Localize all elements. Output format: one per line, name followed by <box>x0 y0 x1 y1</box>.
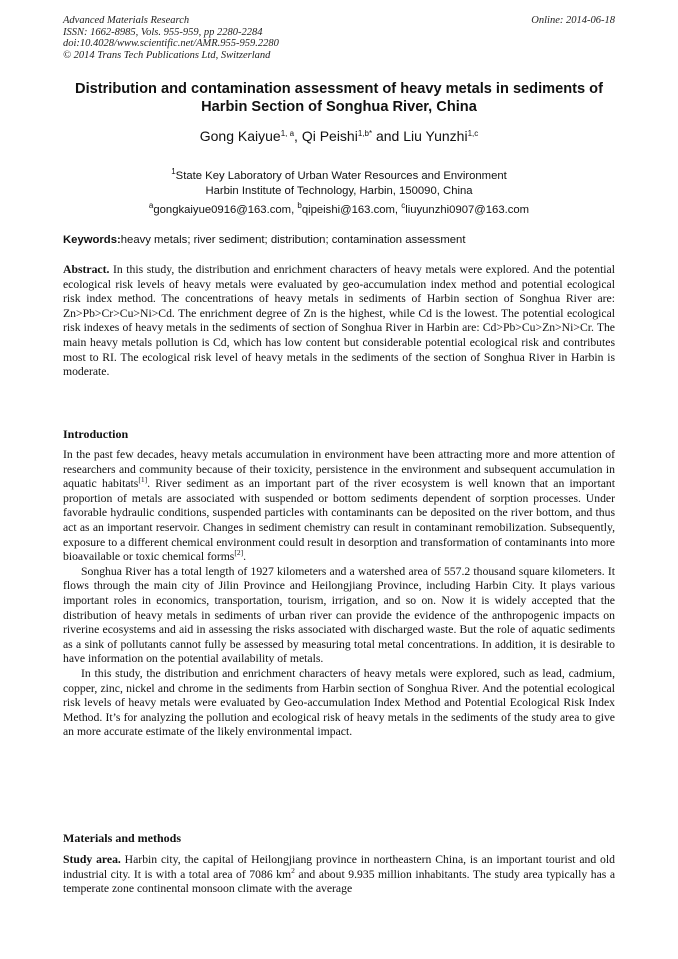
journal-name: Advanced Materials Research <box>63 15 190 26</box>
copyright-line: © 2014 Trans Tech Publications Ltd, Switzerland <box>63 49 271 61</box>
abstract-label: Abstract. <box>63 263 110 276</box>
superscript: 2 <box>291 865 295 875</box>
author-affil-sup: 1,c <box>467 129 479 138</box>
keywords <box>63 234 615 246</box>
paragraph <box>63 448 615 565</box>
affil-line-1: State Key Laboratory of Urban Water Resources and Environment <box>175 170 507 182</box>
subsection-label: Study area. <box>63 853 121 866</box>
author-separator: and <box>375 128 404 144</box>
paragraph-text: . <box>243 550 247 564</box>
author-name: Gong Kaiyue <box>199 128 281 144</box>
paragraph: In this study, the distribution and enrichment characters of heavy metals were explored, such as lead, cadmium, copper, zinc, nickel and chrome in the sediments from Harbin section of Songhua River. And the potential ecological risk levels of heavy metals were evaluated by Geo-accumulation Index Method and Potential Ecological Risk Index Method. It’s for analyzing the pollution and ecological risk of heavy metals in the sediments of the study area to give an more accurate estimate of the likely environmental impact. <box>63 666 615 739</box>
email-link[interactable]: gongkaiyue0916@163.com, <box>153 204 298 216</box>
paper-title: Distribution and contamination assessment of heavy metals in sediments of Harbin Section of Songhua River, China <box>75 81 603 115</box>
author-list <box>63 128 615 144</box>
email-link[interactable]: liuyunzhi0907@163.com <box>405 204 530 216</box>
email-sup: a <box>148 201 154 210</box>
author-name: Qi Peishi <box>301 128 358 144</box>
section-heading-introduction: Introduction <box>63 427 129 441</box>
paragraph-text: In the past few decades, heavy metals accumulation in environment have been attracting more and more attention of researchers and community because of their toxicity, persistence in the environment and subsequent accumulation in aquatic habitats <box>63 448 615 491</box>
issn-line: ISSN: 1662-8985, Vols. 955-959, pp 2280-2284 <box>63 26 263 38</box>
author-affil-sup: 1,b* <box>357 129 373 138</box>
section-heading-methods: Materials and methods <box>63 831 181 845</box>
abstract <box>63 263 615 380</box>
author-separator: , <box>294 128 302 144</box>
methods-body <box>63 853 615 897</box>
email-sup: c <box>401 201 406 210</box>
citation[interactable]: [1] <box>138 475 148 485</box>
keywords-text: heavy metals; river sediment; distribution; contamination assessment <box>120 234 466 246</box>
paragraph-text: . River sediment as an important part of the river ecosystem is well known that an important proportion of metals are associated with suspended or bottom sediments dependent of sorption processes. Under favorable hydraulic conditions, suspended particles with contaminants can be deposited on the river bottom, and thus act as an important reservoir. Changes in sediment chemistry can result in contaminant remobilization. Subsequently, exposure to a different chemical environment could result in desorption and transformation of contaminants into more bioavailable or toxic chemical forms <box>63 477 615 564</box>
affiliation <box>63 164 615 199</box>
paragraph: Songhua River has a total length of 1927 kilometers and a watershed area of 557.2 thousand square kilometers. It flows through the main city of Jilin Province and Heilongjiang Province, including Harbin City. It plays various important roles in economics, transportation, tourism, irrigation, and so on. Now it is widely accepted that the distribution of heavy metals in sediments of urban river can provide the evidence of the anthropogenic impacts on riverine ecosystems and aid in assessing the risks associated with discharged waste. But the role of aquatic sediments as a sink of pollutants cannot fully be assessed by measuring total metal concentrations. In addition, it is desirable to have information on the potential availability of metals. <box>63 564 615 666</box>
journal-header <box>63 15 279 61</box>
online-date: Online: 2014-06-18 <box>531 15 615 26</box>
abstract-text: In this study, the distribution and enrichment characters of heavy metals were explored. And the potential ecological risk levels of heavy metals were evaluated by geo-accumulation index method and potential ecological risk index method. The concentrations of heavy metals in sediments of Harbin section of Songhua River are: Zn>Pb>Cr>Cu>Ni>Cd. The enrichment degree of Zn is the highest, while Cd is the lowest. The potential ecological risk indexes of heavy metals in the sediments of section of Songhua River in Harbin are: Cd>Pb>Cu>Zn>Ni>Cr. The main heavy metals pollution is Cd, which has low content but considerable potential ecological risk and contributes most to RI. The ecological risk level of heavy metals in the sediments of the section of Songhua River in Harbin is moderate. <box>63 263 615 379</box>
keywords-label: Keywords: <box>63 234 121 246</box>
paragraph-text: and about 9.935 million inhabitants. The study area typically has a temperate zone continental monsoon climate with the average <box>63 867 616 896</box>
affil-line-2: Harbin Institute of Technology, Harbin, 150090, China <box>205 185 473 197</box>
email-link[interactable]: qipeishi@163.com, <box>301 204 402 216</box>
affil-sup: 1 <box>171 167 176 176</box>
paragraph <box>63 853 615 897</box>
paragraph-text: Harbin city, the capital of Heilongjiang province in northeastern China, is an important tourist and old industrial city. It is with a total area of 7086 km <box>63 853 615 881</box>
introduction-body <box>63 448 615 740</box>
citation[interactable]: [2] <box>234 548 244 558</box>
author-affil-sup: 1, a <box>280 129 295 138</box>
doi-line: doi:10.4028/www.scientific.net/AMR.955-959.2280 <box>63 38 279 49</box>
email-list <box>63 201 615 216</box>
email-sup: b <box>297 201 302 210</box>
author-name: Liu Yunzhi <box>403 128 468 144</box>
